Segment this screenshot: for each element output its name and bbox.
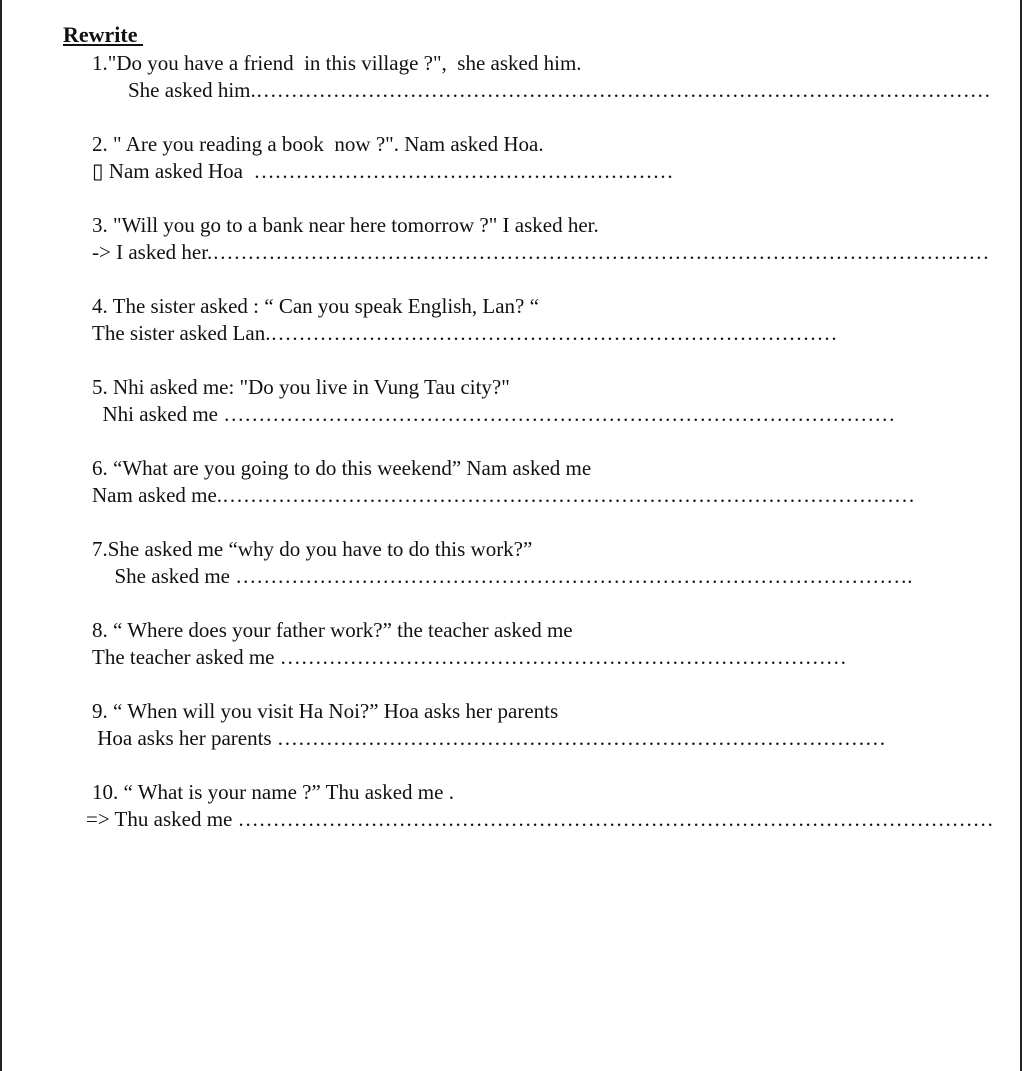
question-text: 2. " Are you reading a book now ?". Nam asked Hoa.: [92, 132, 544, 156]
answer-prompt: She asked him.: [128, 78, 256, 102]
exercise-item: [0, 131, 1024, 191]
answer-prompt: Hoa asks her parents: [92, 726, 277, 750]
answer-blank[interactable]: ……………………………………………………………………………: [276, 726, 886, 750]
answer-prompt: ▯ Nam asked Hoa: [92, 159, 254, 183]
exercise-item: [0, 455, 1024, 515]
answer-blank[interactable]: ……………………………………………………: [253, 159, 674, 183]
answer-line: [92, 401, 895, 427]
answer-prompt: She asked me: [104, 564, 236, 588]
question-text: 1."Do you have a friend in this village ?", she asked him.: [92, 51, 582, 75]
answer-blank[interactable]: ………………………………………………………………………………………: [222, 483, 916, 507]
answer-line: [86, 806, 994, 832]
answer-prompt: The teacher asked me: [92, 645, 280, 669]
answer-blank[interactable]: ……………………………………………………………………………………: [223, 402, 896, 426]
answer-line: [92, 320, 837, 346]
answer-blank[interactable]: ………………………………………………………………………………………………: [237, 807, 994, 831]
exercise-item: [0, 293, 1024, 353]
answer-blank[interactable]: …………………………………………………………………………………………………: [212, 240, 990, 264]
answer-blank[interactable]: ………………………………………………………………………: [270, 321, 838, 345]
answer-line: [92, 239, 989, 265]
question-text: 9. “ When will you visit Ha Noi?” Hoa asks her parents: [92, 699, 559, 723]
answer-prompt: Nhi asked me: [92, 402, 224, 426]
answer-prompt: -> I asked her.: [92, 240, 213, 264]
worksheet-title: Rewrite: [63, 22, 144, 47]
exercise-item: [0, 779, 1024, 839]
exercise-item: [0, 374, 1024, 434]
answer-line: [128, 77, 991, 103]
answer-prompt: The sister asked Lan.: [92, 321, 271, 345]
answer-blank[interactable]: ……………………………………………………………………………………………: [255, 78, 991, 102]
answer-blank[interactable]: …………………………………………………………………………………….: [235, 564, 913, 588]
question-text: 5. Nhi asked me: "Do you live in Vung Tau city?": [92, 375, 510, 399]
answer-line: [92, 482, 915, 508]
answer-line: [104, 563, 912, 589]
exercise-item: [0, 536, 1024, 596]
question-text: 7.She asked me “why do you have to do this work?”: [92, 537, 533, 561]
exercise-item: [0, 617, 1024, 677]
answer-prompt: => Thu asked me: [86, 807, 238, 831]
exercise-item: [0, 698, 1024, 758]
question-text: 8. “ Where does your father work?” the teacher asked me: [92, 618, 573, 642]
answer-line: [92, 725, 886, 751]
answer-blank[interactable]: ………………………………………………………………………: [279, 645, 847, 669]
question-text: 6. “What are you going to do this weekend” Nam asked me: [92, 456, 592, 480]
question-text: 10. “ What is your name ?” Thu asked me .: [92, 780, 454, 804]
answer-line: [92, 158, 673, 184]
answer-prompt: Nam asked me.: [92, 483, 223, 507]
exercise-item: [0, 50, 1024, 110]
answer-line: [92, 644, 847, 670]
exercise-item: [0, 212, 1024, 272]
question-text: 3. "Will you go to a bank near here tomorrow ?" I asked her.: [92, 213, 599, 237]
question-text: 4. The sister asked : “ Can you speak English, Lan? “: [92, 294, 539, 318]
